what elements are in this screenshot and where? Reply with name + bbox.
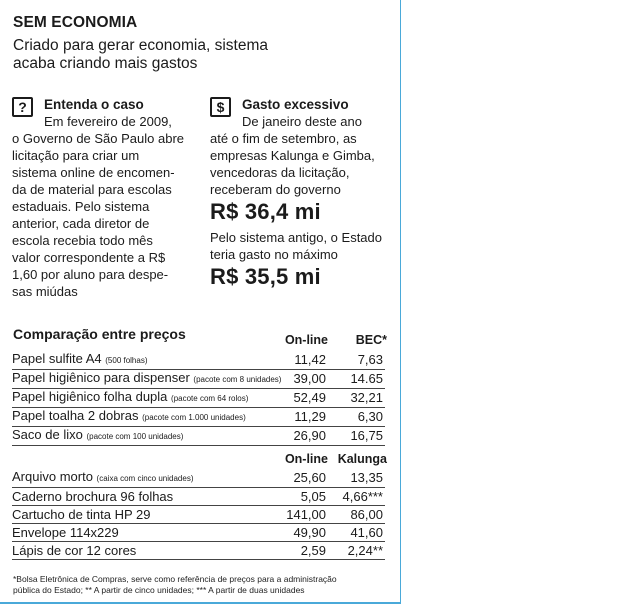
bottom-divider bbox=[0, 602, 401, 604]
item-name: Saco de lixo bbox=[12, 427, 83, 442]
table-row bbox=[12, 370, 385, 389]
item-cell bbox=[12, 542, 274, 560]
table-row bbox=[12, 351, 385, 370]
box-entenda-o-caso bbox=[12, 97, 200, 300]
price-online: 2,59 bbox=[274, 542, 328, 560]
footnote-line: *Bolsa Eletrônica de Compras, serve como referência de preços para a administração bbox=[13, 574, 337, 584]
column-header-bec: BEC* bbox=[355, 333, 387, 347]
body-line: valor correspondente a R$ bbox=[12, 250, 166, 265]
price-table-bec bbox=[12, 351, 385, 446]
item-cell bbox=[12, 524, 274, 542]
table-row bbox=[12, 506, 385, 524]
price-reference: 4,66*** bbox=[328, 488, 385, 506]
item-cell bbox=[12, 370, 282, 389]
box-body bbox=[210, 229, 395, 263]
table-row bbox=[12, 488, 385, 506]
body-line: 1,60 por aluno para despe- bbox=[12, 267, 169, 282]
body-line: o Governo de São Paulo abre bbox=[12, 131, 185, 146]
price-online: 25,60 bbox=[274, 469, 328, 488]
value-recebido: R$ 36,4 mi bbox=[210, 199, 321, 224]
item-name: Papel toalha 2 dobras bbox=[12, 408, 139, 423]
body-line: empresas Kalunga e Gimba, bbox=[210, 148, 375, 163]
item-name: Papel higiênico para dispenser bbox=[12, 370, 190, 385]
table-row bbox=[12, 469, 385, 488]
item-cell bbox=[12, 469, 274, 488]
footnote-line: pública do Estado; ** A partir de cinco unidades; *** A partir de duas unidades bbox=[13, 585, 305, 595]
box-body bbox=[210, 113, 395, 198]
price-reference: 6,30 bbox=[328, 408, 385, 427]
price-reference: 14.65 bbox=[328, 370, 385, 389]
body-line: escola recebia todo mês bbox=[12, 233, 153, 248]
body-line: vencedoras da licitação, bbox=[210, 165, 350, 180]
item-name: Papel higiênico folha dupla bbox=[12, 389, 168, 404]
price-online: 11,29 bbox=[274, 408, 328, 427]
price-reference: 32,21 bbox=[328, 389, 385, 408]
price-online: 49,90 bbox=[274, 524, 328, 542]
column-header-online: On-line bbox=[284, 452, 328, 466]
column-header-online: On-line bbox=[284, 333, 328, 347]
price-online: 11,42 bbox=[274, 351, 328, 370]
item-note: (pacote com 8 unidades) bbox=[193, 375, 282, 384]
table-row bbox=[12, 427, 385, 446]
headline bbox=[13, 37, 393, 73]
price-online: 5,05 bbox=[274, 488, 328, 506]
price-reference: 7,63 bbox=[328, 351, 385, 370]
item-cell bbox=[12, 408, 274, 427]
item-name: Cartucho de tinta HP 29 bbox=[12, 506, 151, 522]
price-table-kalunga bbox=[12, 469, 385, 560]
body-line: licitação para criar um bbox=[12, 148, 140, 163]
item-note: (pacote com 64 rolos) bbox=[171, 394, 249, 403]
item-cell bbox=[12, 506, 274, 524]
value-maximo: R$ 35,5 mi bbox=[210, 264, 321, 289]
item-cell bbox=[12, 427, 274, 446]
body-line: estaduais. Pelo sistema bbox=[12, 199, 150, 214]
item-note: (500 folhas) bbox=[105, 356, 148, 365]
footnote bbox=[13, 574, 395, 596]
body-line: sistema online de encomen- bbox=[12, 165, 175, 180]
table-row bbox=[12, 542, 385, 560]
headline-line: Criado para gerar economia, sistema bbox=[13, 37, 269, 54]
item-name: Papel sulfite A4 bbox=[12, 351, 102, 366]
kicker: SEM ECONOMIA bbox=[13, 14, 138, 31]
dollar-icon: $ bbox=[210, 97, 231, 117]
price-reference: 41,60 bbox=[328, 524, 385, 542]
box-body bbox=[12, 113, 200, 300]
table-row bbox=[12, 408, 385, 427]
price-reference: 13,35 bbox=[328, 469, 385, 488]
item-note: (caixa com cinco unidades) bbox=[96, 474, 194, 483]
box-title: Gasto excessivo bbox=[242, 97, 349, 112]
price-online: 39,00 bbox=[274, 370, 328, 389]
question-icon: ? bbox=[12, 97, 33, 117]
price-online: 141,00 bbox=[274, 506, 328, 524]
comparison-title: Comparação entre preços bbox=[13, 326, 186, 342]
price-online: 26,90 bbox=[274, 427, 328, 446]
item-note: (pacote com 1.000 unidades) bbox=[142, 413, 246, 422]
body-line: De janeiro deste ano bbox=[242, 114, 362, 129]
headline-line: acaba criando mais gastos bbox=[13, 55, 198, 72]
price-reference: 2,24** bbox=[328, 542, 385, 560]
price-reference: 86,00 bbox=[328, 506, 385, 524]
item-cell bbox=[12, 488, 274, 506]
body-line: anterior, cada diretor de bbox=[12, 216, 150, 231]
box-gasto-excessivo bbox=[210, 97, 395, 294]
item-cell bbox=[12, 351, 274, 370]
body-line: teria gasto no máximo bbox=[210, 247, 338, 262]
body-line: receberam do governo bbox=[210, 182, 341, 197]
body-line: até o fim de setembro, as bbox=[210, 131, 357, 146]
column-header-kalunga: Kalunga bbox=[337, 452, 387, 466]
table-row bbox=[12, 389, 385, 408]
price-reference: 16,75 bbox=[328, 427, 385, 446]
item-cell bbox=[12, 389, 274, 408]
item-name: Envelope 114x229 bbox=[12, 524, 119, 540]
item-name: Lápis de cor 12 cores bbox=[12, 542, 137, 558]
box-title: Entenda o caso bbox=[44, 97, 144, 112]
body-line: Em fevereiro de 2009, bbox=[44, 114, 172, 129]
body-line: sas miúdas bbox=[12, 284, 78, 299]
item-name: Caderno brochura 96 folhas bbox=[12, 488, 174, 504]
body-line: da de material para escolas bbox=[12, 182, 172, 197]
price-online: 52,49 bbox=[274, 389, 328, 408]
table-row bbox=[12, 524, 385, 542]
right-divider bbox=[400, 0, 401, 602]
item-note: (pacote com 100 unidades) bbox=[86, 432, 184, 441]
body-line: Pelo sistema antigo, o Estado bbox=[210, 230, 382, 245]
item-name: Arquivo morto bbox=[12, 469, 93, 484]
